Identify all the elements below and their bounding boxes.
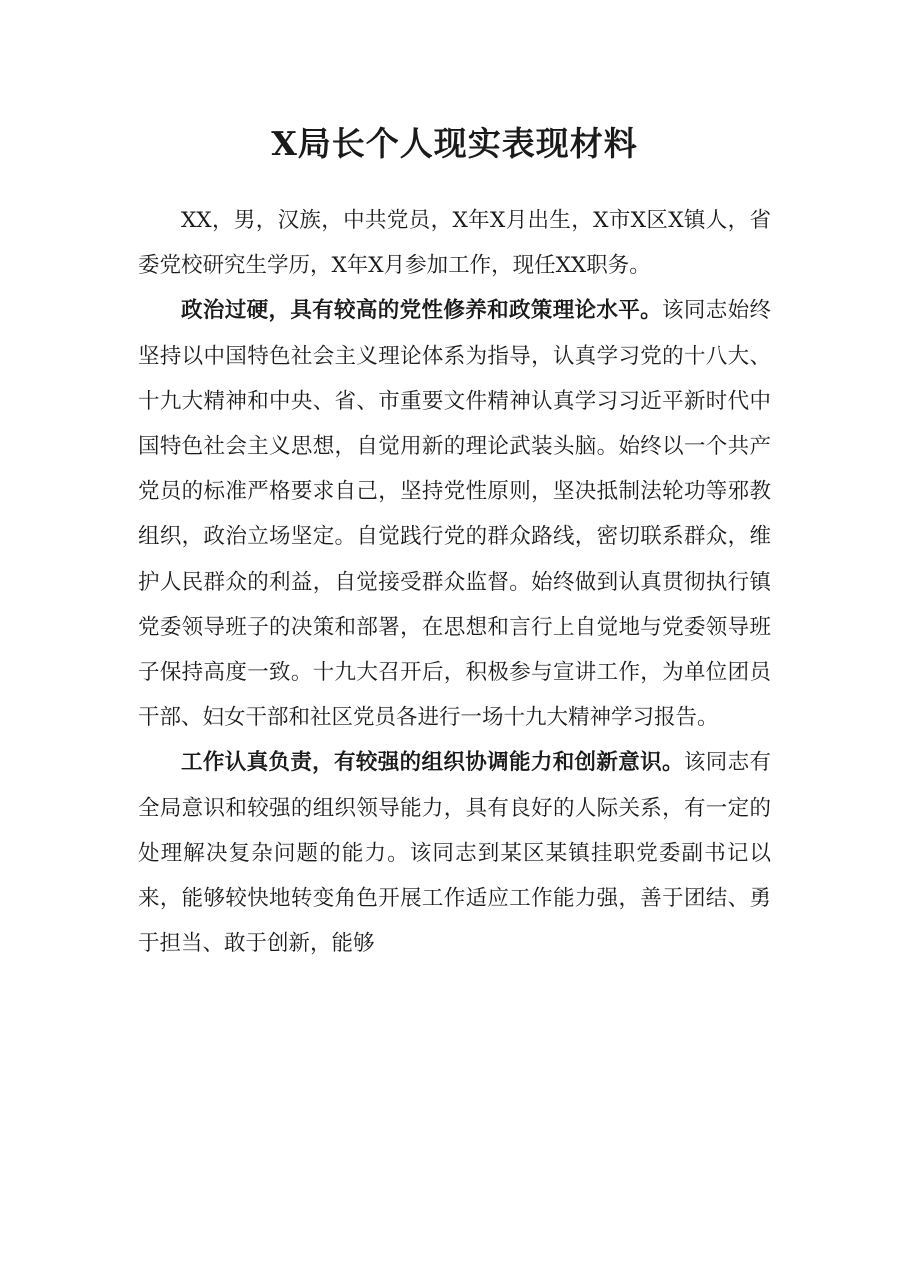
paragraph-political (138, 288, 771, 740)
paragraph-work-text: 该同志有全局意识和较强的组织领导能力，具有良好的人际关系，有一定的处理解决复杂问题的能力。该同志到某区某镇挂职党委副书记以来，能够较快地转变角色开展工作适应工作能力强，善于团结、勇于担当、敢于创新，能够 (138, 750, 771, 957)
paragraph-political-heading: 政治过硬，具有较高的党性修养和政策理论水平。 (181, 298, 663, 324)
paragraph-profile-text: XX，男，汉族，中共党员，X年X月出生，X市X区X镇人，省委党校研究生学历，X年X月参加工作，现任XX职务。 (138, 208, 771, 279)
paragraph-political-text: 该同志始终坚持以中国特色社会主义理论体系为指导，认真学习党的十八大、十九大精神和中央、省、市重要文件精神认真学习习近平新时代中国特色社会主义思想，自觉用新的理论武装头脑。始终以一个共产党员的标准严格要求自己，坚持党性原则，坚决抵制法轮功等邪教组织，政治立场坚定。自觉践行党的群众路线，密切联系群众，维护人民群众的利益，自觉接受群众监督。始终做到认真贯彻执行镇党委领导班子的决策和部署，在思想和言行上自觉地与党委领导班子保持高度一致。十九大召开后，积极参与宣讲工作，为单位团员干部、妇女干部和社区党员各进行一场十九大精神学习报告。 (138, 298, 771, 731)
paragraph-profile (138, 198, 771, 288)
document-title: X局长个人现实表现材料 (271, 124, 638, 163)
paragraph-work (138, 740, 771, 966)
paragraph-work-heading: 工作认真负责，有较强的组织协调能力和创新意识。 (181, 750, 684, 776)
